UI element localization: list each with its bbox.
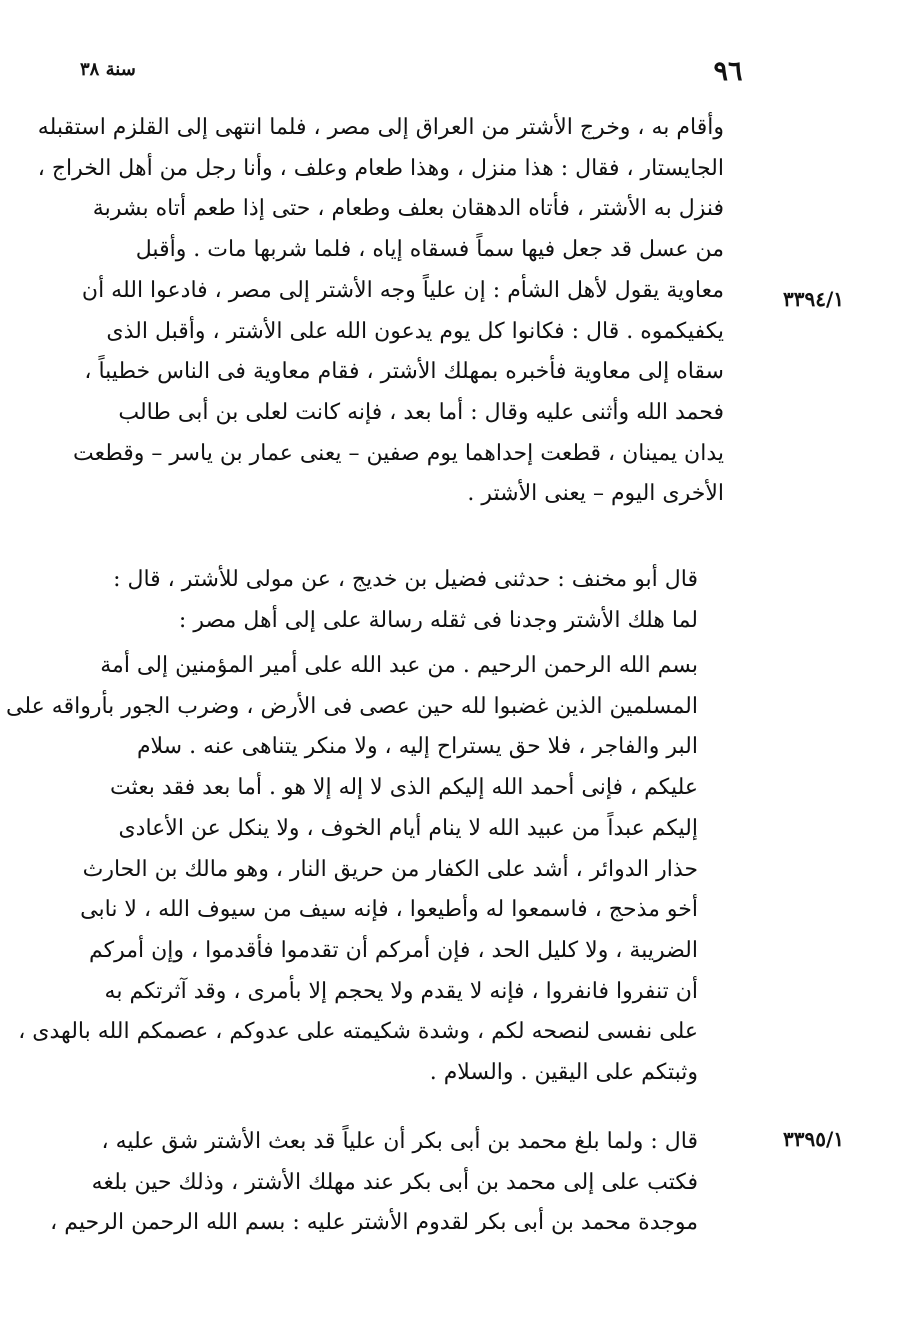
text-line: عليكم ، فإنى أحمد الله إليكم الذى لا إله إلا هو . أما بعد فقد بعثت [109,775,698,801]
text-line: الأخرى اليوم – يعنى الأشتر . [467,481,724,507]
page-number: ٩٦ [713,56,743,87]
text-line: من عسل قد جعل فيها سماً فسقاه إياه ، فلما شربها مات . وأقبل [135,237,724,263]
text-line: وأقام به ، وخرج الأشتر من العراق إلى مصر ، فلما انتهى إلى القلزم استقبله [37,115,724,140]
running-header-year: سنة ٣٨ [80,59,136,80]
text-line: معاوية يقول لأهل الشأم : إن علياً وجه الأشتر إلى مصر ، فادعوا الله أن [81,277,724,303]
paragraph-letter [6,646,724,1108]
text-line: فحمد الله وأثنى عليه وقال : أما بعد ، فإنه كانت لعلى بن أبى طالب [118,399,724,425]
text-line: قال أبو مخنف : حدثنى فضيل بن خديج ، عن مولى للأشتر ، قال : [113,567,698,592]
text-line: البر والفاجر ، فلا حق يستراح إليه ، ولا منكر يتناهى عنه . سلام [136,734,698,760]
text-line: إليكم عبداً من عبيد الله لا ينام أيام الخوف ، ولا ينكل عن الأعادى [118,815,698,841]
text-line: فكتب على إلى محمد بن أبى بكر عند مهلك الأشتر ، وذلك حين بلغه [91,1169,698,1195]
text-line: أخو مذحج ، فاسمعوا له وأطيعوا ، فإنه سيف من سيوف الله ، لا نابى [80,897,698,923]
text-line: الجايستار ، فقال : هذا منزل ، وهذا طعام وعلف ، وأنا رجل من أهل الخراج ، [37,155,724,181]
text-line: سقاه إلى معاوية فأخبره بمهلك الأشتر ، فقام معاوية فى الناس خطيباً ، [84,359,724,385]
margin-reference: ٣٣٩٤/١ [782,287,844,311]
text-line: وثبتكم على اليقين . والسلام . [429,1060,698,1086]
margin-reference: ٣٣٩٥/١ [782,1127,844,1151]
text-line: يدان يمينان ، قطعت إحداهما يوم صفين – يعنى عمار بن ياسر – وقطعت [73,440,724,466]
text-line: قال : ولما بلغ محمد بن أبى بكر أن علياً قد بعث الأشتر شق عليه ، [101,1129,698,1154]
text-line: يكفيكموه . قال : فكانوا كل يوم يدعون الله على الأشتر ، وأقبل الذى [106,318,724,344]
text-line: حذار الدوائر ، أشد على الكفار من حريق النار ، وهو مالك بن الحارث [82,856,698,882]
text-line: الضريبة ، ولا كليل الحد ، فإن أمركم أن تقدموا فأقدموا ، وإن أمركم [88,937,698,963]
paragraph-isnad [78,560,724,642]
text-line: أن تنفروا فانفروا ، فإنه لا يقدم ولا يحجم إلا بأمرى ، وقد آثرتكم به [104,978,698,1004]
text-line: بسم الله الرحمن الرحيم . من عبد الله على أمير المؤمنين إلى أمة [100,653,698,678]
text-line: المسلمين الذين غضبوا لله حين عصى فى الأرض ، وضرب الجور بأرواقه على [6,693,698,719]
text-line: فنزل به الأشتر ، فأتاه الدهقان بعلف وطعام ، حتى إذا طعم أتاه بشربة [92,196,724,222]
text-line: على نفسى لنصحه لكم ، وشدة شكيمته على عدوكم ، عصمكم الله بالهدى ، [18,1019,698,1045]
paragraph-narrative-continued [50,1122,724,1252]
paragraph-narrative [37,108,724,538]
text-line: موجدة محمد بن أبى بكر لقدوم الأشتر عليه : بسم الله الرحمن الرحيم ، [50,1210,698,1236]
text-line: لما هلك الأشتر وجدنا فى ثقله رسالة على إلى أهل مصر : [178,607,698,633]
